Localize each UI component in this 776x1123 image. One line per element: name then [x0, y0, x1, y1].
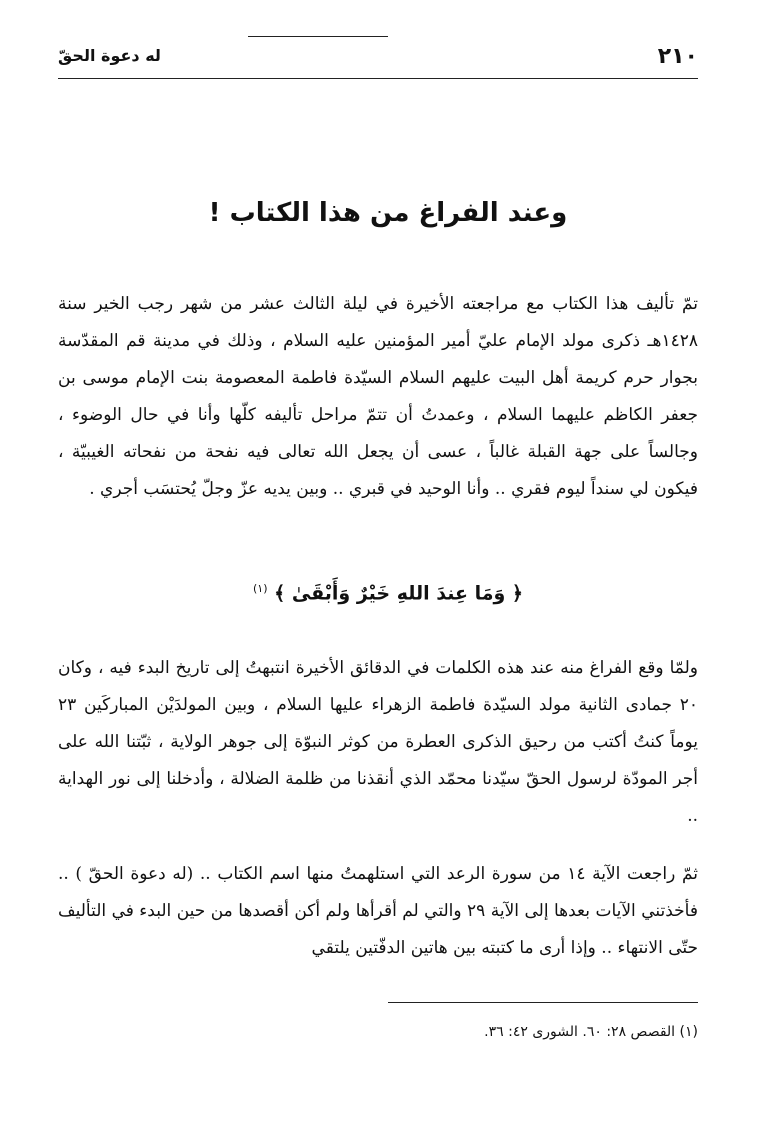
footnote-marker: (١): [252, 582, 268, 595]
header-rule: [58, 78, 698, 79]
footnote-rule: [388, 1002, 698, 1003]
chapter-title: وعند الفراغ من هذا الكتاب !: [208, 198, 568, 228]
running-title: له دعوة الحقّ: [58, 46, 161, 65]
header-top-rule: [248, 36, 388, 37]
paragraph-2: ولمّا وقع الفراغ منه عند هذه الكلمات في الدقائق الأخيرة انتبهتُ إلى تاريخ البدء فيه ، وكان ٢٠ جمادى الثانية مولد السيّدة فاطمة الزهراء عليها السلام ، وبين المولدَيْن المباركَين ٢٣ يوماً كنتُ أكتب من رحيق الذكرى العطرة من كوثر النبوّة إلى جوهر الولاية ، ثبّتنا الله على أجر المودّة لرسول الحقّ سيّدنا محمّد الذي أنقذنا من ظلمة الضلالة ، وأدخلنا إلى نور الهداية ..: [58, 658, 698, 826]
verse-text: ﴿ وَمَا عِندَ اللهِ خَيْرٌ وَأَبْقَىٰ ﴾: [274, 582, 524, 605]
page-header: [58, 44, 698, 78]
paragraph-1: تمّ تأليف هذا الكتاب مع مراجعته الأخيرة في ليلة الثالث عشر من شهر رجب الخير سنة ١٤٢٨هـ ذكرى مولد الإمام عليّ أمير المؤمنين عليه السلام ، وذلك في مدينة قم المقدّسة بجوار حرم كريمة أهل البيت عليهم السلام السيّدة فاطمة المعصومة بنت الإمام موسى بن جعفر الكاظم عليهما السلام ، وعمدتُ أن تتمّ مراحل تأليفه كلّها وأنا في حال الوضوء ، وجالساً على جهة القبلة غالباً ، عسى أن يجعل الله تعالى فيه نفحة من نفحاته الغيبيّة ، فيكون لي سنداً ليوم فقري .. وأنا الوحيد في قبري .. وبين يديه عزّ وجلّ يُحتسَب أجري .: [58, 294, 698, 499]
quran-verse: [0, 582, 776, 604]
footnote-1: (١) القصص ٢٨: ٦٠. الشورى ٤٢: ٣٦.: [484, 1024, 698, 1040]
page-number: ٢١٠: [657, 44, 698, 69]
paragraph-3: ثمّ راجعت الآية ١٤ من سورة الرعد التي استلهمتُ منها اسم الكتاب .. (له دعوة الحقّ ) .. فأخذتني الآيات بعدها إلى الآية ٢٩ والتي لم أقرأها ولم أكن أقصدها من حين البدء في التأليف حتّى الانتهاء .. وإذا أرى ما كتبته بين هاتين الدفّتين يلتقي: [58, 864, 698, 958]
